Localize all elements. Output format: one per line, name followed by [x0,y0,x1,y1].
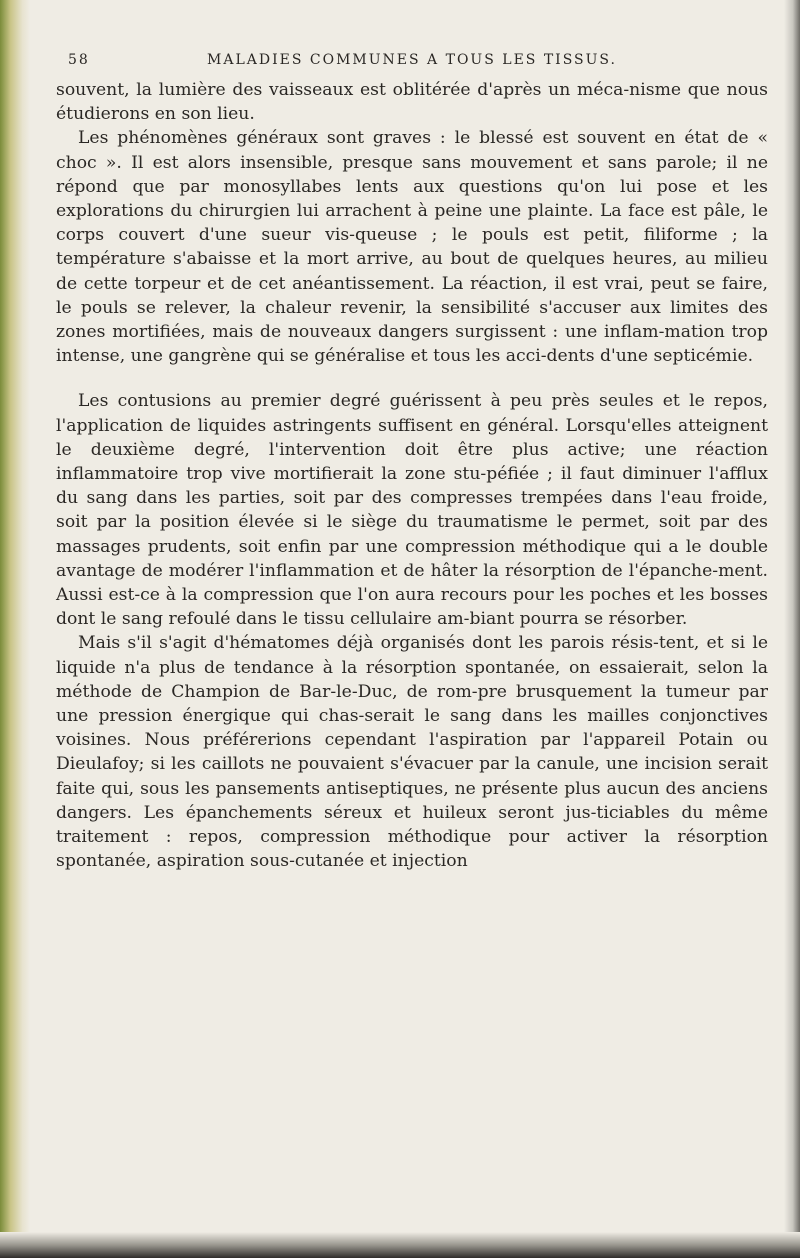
paragraph-continuation: souvent, la lumière des vaisseaux est oblitérée d'après un méca-nisme que nous étudierons en son lieu. [56,80,768,125]
paragraph-general-phenomena: Les phénomènes généraux sont graves : le blessé est souvent en état de « choc ». Il est alors insensible, presque sans mouvement et sans parole; il ne répond que par monosyllabes lents aux questions qu'on lui pose et les explorations du chirurgien lui arrachent à peine une plainte. La face est pâle, le corps couvert d'une sueur vis-queuse ; le pouls est petit, filiforme ; la température s'abaisse et la mort arrive, au bout de quelques heures, au milieu de cette torpeur et de cet anéantissement. La réaction, il est vrai, peut se faire, le pouls se relever, la chaleur revenir, la sensibilité s'accuser aux limites des zones mortifiées, mais de nouveaux dangers surgissent : une inflam-mation trop intense, une gangrène qui se généralise et tous les acci-dents d'une septicémie. [56,128,768,367]
running-head [56,48,768,72]
page-number: 58 [68,52,90,68]
page-bottom-edge [0,1232,800,1258]
book-binding-edge [0,0,30,1258]
book-page [56,48,768,874]
running-title: MALADIES COMMUNES A TOUS LES TISSUS. [207,52,617,68]
paragraph-hematoma-treatment: Mais s'il s'agit d'hématomes déjà organisés dont les parois résis-tent, et si le liquide n'a plus de tendance à la résorption spontanée, on essaierait, selon la méthode de Champion de Bar-le-Duc, de rom-pre brusquement la tumeur par une pression énergique qui chas-serait le sang dans les mailles conjonctives voisines. Nous préférerions cependant l'aspiration par l'appareil Potain ou Dieulafoy; si les caillots ne pouvaient s'évacuer par la canule, une incision serait faite qui, sous les pansements antiseptiques, ne présente plus aucun des anciens dangers. Les épanchements séreux et huileux seront jus-ticiables du même traitement : repos, compression méthodique pour activer la résorption spontanée, aspiration sous-cutanée et injection [56,633,768,872]
paragraph-contusion-treatment: Les contusions au premier degré guérissent à peu près seules et le repos, l'application de liquides astringents suffisent en général. Lorsqu'elles atteignent le deuxième degré, l'intervention doit être plus active; une réaction inflammatoire trop vive mortifierait la zone stu-péfiée ; il faut diminuer l'afflux du sang dans les parties, soit par des compresses trempées dans l'eau froide, soit par la position élevée si le siège du traumatisme le permet, soit par des massages prudents, soit enfin par une compression méthodique qui a le double avantage de modérer l'inflammation et de hâter la résorption de l'épanche-ment. Aussi est-ce à la compression que l'on aura recours pour les poches et les bosses dont le sang refoulé dans le tissu cellulaire am-biant pourra se résorber. [56,391,768,630]
page-right-edge [784,0,800,1258]
